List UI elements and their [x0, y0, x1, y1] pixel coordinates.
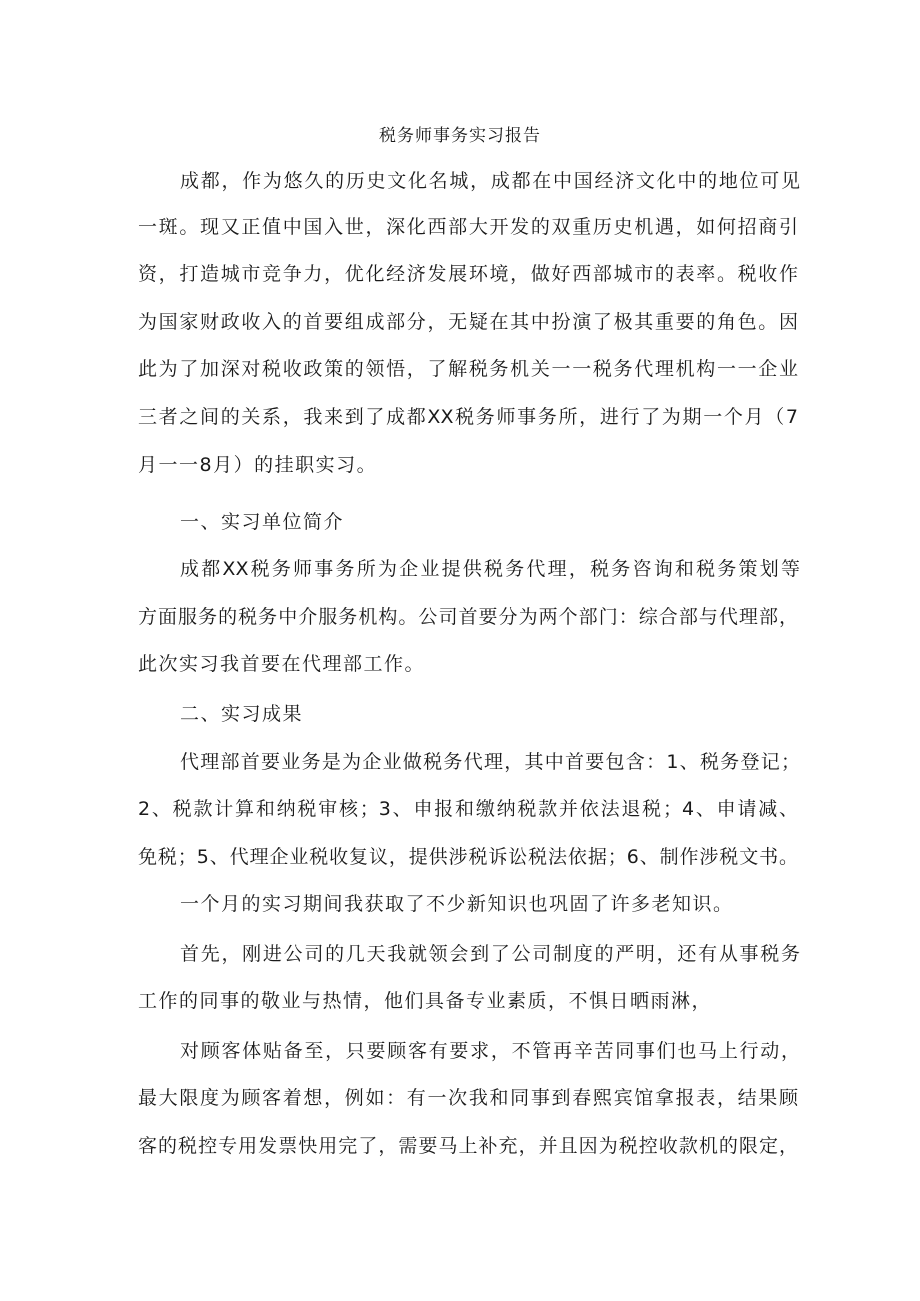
paragraph-line: 成都XX税务师事务所为企业提供税务代理，税务咨询和税务策划等	[180, 558, 800, 580]
paragraph-line: 客的税控专用发票快用完了，需要马上补充，并且因为税控收款机的限定，	[138, 1135, 798, 1157]
paragraph-line: 一个月的实习期间我获取了不少新知识也巩固了许多老知识。	[180, 893, 734, 915]
paragraph-line: 最大限度为顾客着想，例如：有一次我和同事到春熙宾馆拿报表，结果顾	[138, 1087, 798, 1109]
paragraph-line: 月一一8月）的挂职实习。	[138, 454, 378, 476]
paragraph-line: 首先，刚进公司的几天我就领会到了公司制度的严明，还有从事税务	[180, 943, 800, 965]
paragraph-line: 一斑。现又正值中国入世，深化西部大开发的双重历史机遇，如何招商引	[138, 216, 798, 238]
paragraph-line: 代理部首要业务是为企业做税务代理，其中首要包含：1、税务登记；	[180, 751, 800, 773]
paragraph-line: 此次实习我首要在代理部工作。	[138, 653, 426, 675]
paragraph-line: 2、税款计算和纳税审核；3、申报和缴纳税款并依法退税；4、申请减、	[138, 798, 798, 820]
paragraph-line: 三者之间的关系，我来到了成都XX税务师事务所，进行了为期一个月（7	[138, 406, 798, 428]
paragraph-line: 方面服务的税务中介服务机构。公司首要分为两个部门：综合部与代理部，	[138, 606, 798, 628]
paragraph-line: 成都，作为悠久的历史文化名城，成都在中国经济文化中的地位可见	[180, 170, 800, 192]
paragraph-line: 对顾客体贴备至，只要顾客有要求，不管再辛苦同事们也马上行动，	[180, 1040, 800, 1062]
paragraph-line: 工作的同事的敬业与热情，他们具备专业素质，不惧日晒雨淋，	[138, 990, 713, 1012]
section-heading: 二、实习成果	[180, 703, 304, 725]
paragraph-line: 资，打造城市竞争力，优化经济发展环境，做好西部城市的表率。税收作	[138, 263, 798, 285]
paragraph-line: 为国家财政收入的首要组成部分，无疑在其中扮演了极其重要的角色。因	[138, 311, 798, 333]
paragraph-line: 免税；5、代理企业税收复议，提供涉税诉讼税法依据；6、制作涉税文书。	[138, 846, 798, 868]
document-title: 税务师事务实习报告	[379, 126, 541, 146]
paragraph-line: 此为了加深对税收政策的领悟，了解税务机关一一税务代理机构一一企业	[138, 358, 798, 380]
section-heading: 一、实习单位简介	[180, 511, 345, 533]
